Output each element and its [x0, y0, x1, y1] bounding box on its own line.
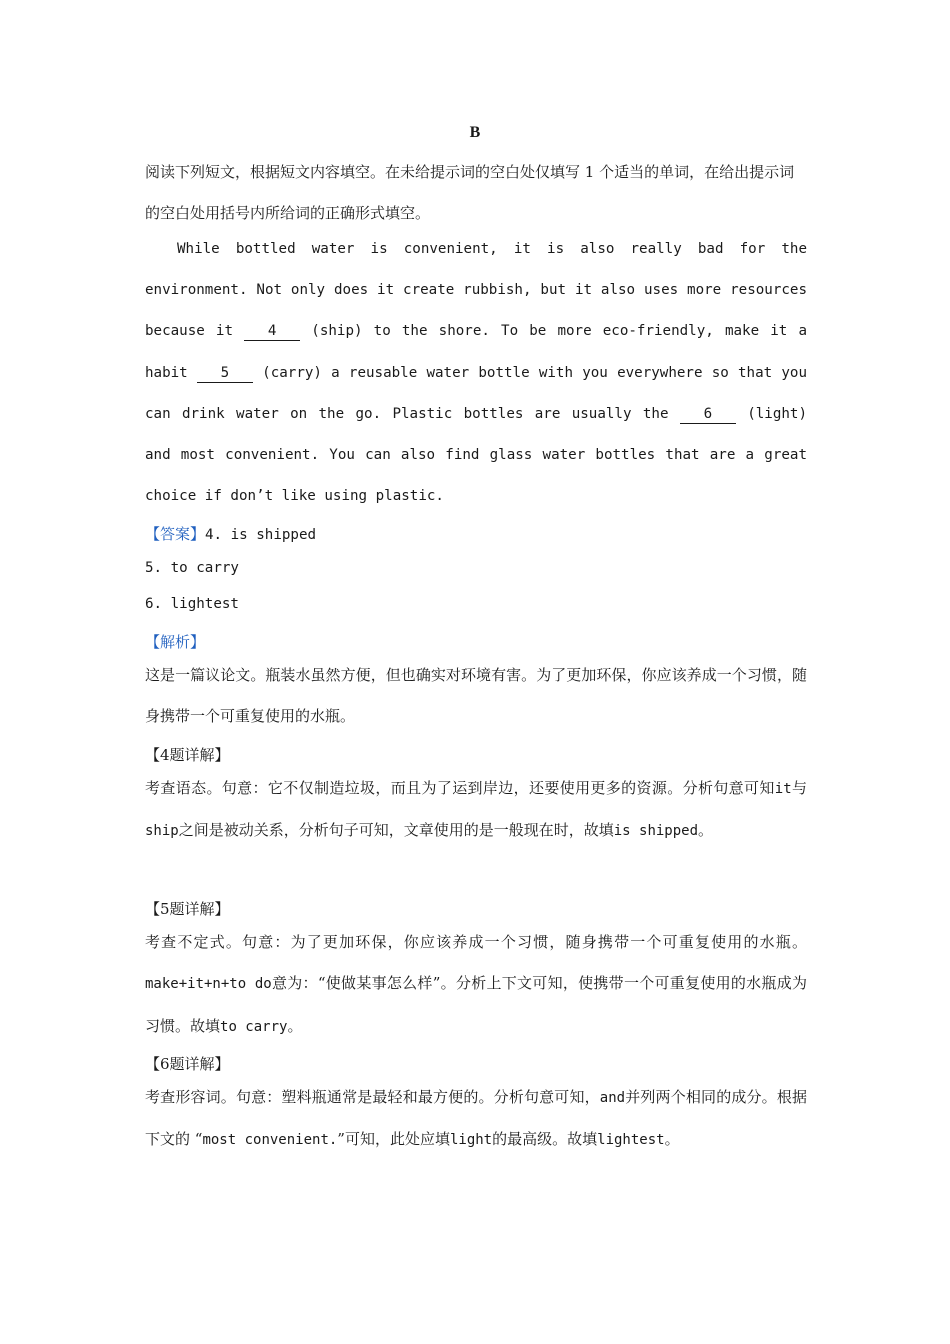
answer-6: 6. lightest [145, 596, 239, 612]
detail-4-text: 考查语态。句意：它不仅制造垃圾，而且为了运到岸边，还要使用更多的资源。分析句意可知it与ship之间是被动关系，分析句子可知，文章使用的是一般现在时，故填is shipped。 [145, 779, 807, 840]
section-letter: B [469, 124, 481, 141]
answer-tag: 【答案】 [145, 525, 206, 543]
blank-5: 5 [197, 364, 253, 383]
instructions: 阅读下列短文，根据短文内容填空。在未给提示词的空白处仅填写 1 个适当的单词，在给出提示词的空白处用括号内所给词的正确形式填空。 [145, 163, 795, 222]
analysis-tag-line [145, 631, 205, 652]
answer-4: 4. is shipped [205, 527, 317, 543]
detail-5-heading: 【5题详解】 [145, 900, 230, 918]
answer-line-4 [145, 523, 316, 544]
detail-4-heading: 【4题详解】 [145, 746, 230, 764]
passage-part-1: While bottled water is convenient, it is also really bad for the environment. Not only does it create rubbish, but it also uses more resources because it [145, 241, 807, 340]
analysis-summary: 这是一篇议论文。瓶装水虽然方便，但也确实对环境有害。为了更加环保，你应该养成一个习惯，随身携带一个可重复使用的水瓶。 [145, 666, 807, 726]
answer-5: 5. to carry [145, 560, 239, 576]
passage-part-2: (ship) to the shore. To be more eco-friendly, make it a habit [145, 323, 807, 381]
detail-5-text: 考查不定式。句意：为了更加环保，你应该养成一个习惯，随身携带一个可重复使用的水瓶。make+it+n+to do意为：“使做某事怎么样”。分析上下文可知，使携带一个可重复使用的水瓶成为习惯。故填to carry。 [145, 933, 808, 1035]
passage-part-4: (light) and most convenient. You can also find glass water bottles that are a great choice if don’t like using plastic. [145, 405, 808, 505]
detail-6-text: 考查形容词。句意：塑料瓶通常是最轻和最方便的。分析句意可知，and并列两个相同的成分。根据下文的 “most convenient.”可知，此处应填light的最高级。故填lightest。 [145, 1088, 807, 1149]
analysis-tag: 【解析】 [145, 633, 206, 651]
blank-4: 4 [244, 322, 300, 341]
blank-6: 6 [680, 405, 736, 424]
reading-passage [145, 229, 807, 517]
passage-part-3: (carry) a reusable water bottle with you everywhere so that you can drink water on the go. Plastic bottles are usually the [145, 364, 807, 422]
detail-6-heading: 【6题详解】 [145, 1055, 230, 1073]
